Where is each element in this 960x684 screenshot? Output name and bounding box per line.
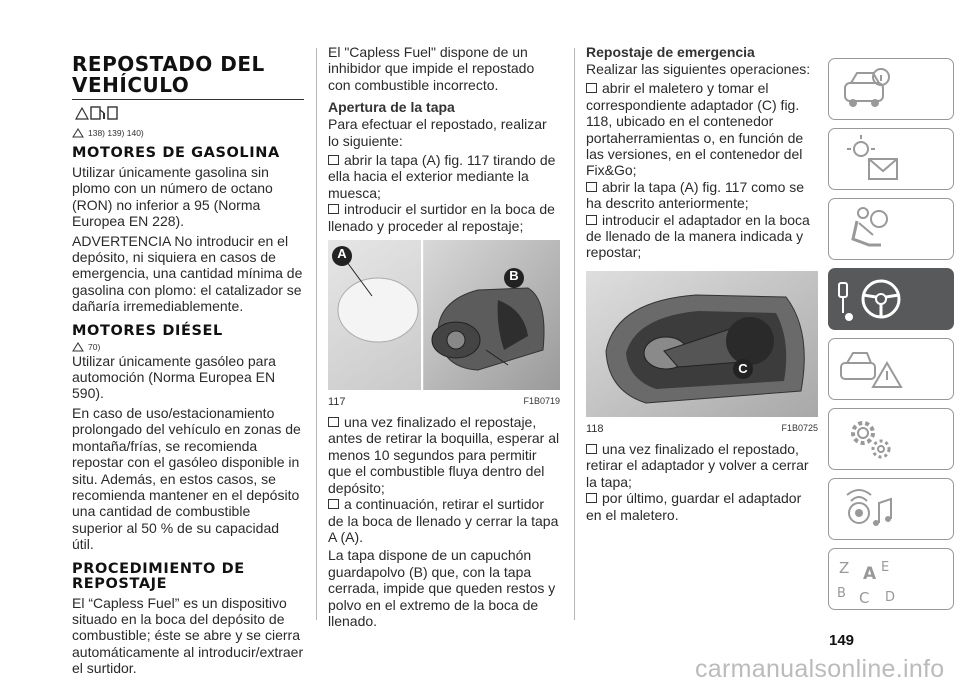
checkbox-bullet-icon [586, 182, 597, 192]
tab-vehicle-info[interactable] [828, 58, 954, 120]
page-number: 149 [829, 632, 855, 649]
fuel-flap-photo [328, 240, 560, 390]
fuel-warning-icon [72, 104, 304, 127]
tab-index[interactable] [828, 548, 954, 610]
list-item: introducir el surtidor en la boca de llenado y proceder al repostaje; [328, 201, 555, 234]
diesel-refs-text: 70) [88, 341, 101, 352]
diesel-paragraph-1: Utilizar únicamente gasóleo para automoción (Norma Europea EN 590). [72, 352, 276, 402]
list-item: una vez finalizado el repostaje, antes de retirar la boquilla, esperar al menos 10 segundos para permitir que el combustible fluya dentro del depósito; [328, 414, 560, 496]
opening-heading: Apertura de la tapa [328, 99, 455, 116]
figure-code: F1B0725 [781, 422, 818, 433]
caution-triangle-icon [72, 342, 84, 352]
checkbox-bullet-icon [586, 493, 597, 503]
checkbox-bullet-icon [328, 417, 339, 427]
column-middle [328, 44, 560, 632]
figure-label-a: A [337, 246, 347, 262]
emergency-heading: Repostaje de emergencia [586, 44, 755, 60]
list-item: abrir la tapa (A) fig. 117 tirando de ella hacia el exterior mediante la muesca; [328, 152, 556, 201]
adapter-photo [586, 271, 818, 417]
capless-intro: El "Capless Fuel" dispone de un inhibidor que impide el repostado con combustible incorrecto. [328, 44, 535, 93]
list-item: abrir la tapa (A) fig. 117 como se ha descrito anteriormente; [586, 178, 805, 212]
opening-intro: Para efectuar el repostado, realizar lo siguiente: [328, 116, 547, 149]
watermark: carmanualsonline.info [695, 655, 945, 683]
warning-refs-text: 138) 139) 140) [88, 128, 144, 138]
title-line-2: VEHÍCULO [72, 73, 190, 97]
tab-lights-warnings[interactable] [828, 128, 954, 190]
procedure-paragraph: El “Capless Fuel” es un dispositivo situado en la boca del depósito de combustible; éste se abre y se cierra automáticamente al introducir/extraer el surtidor. [72, 594, 304, 677]
seat-airbag-icon [829, 199, 955, 261]
svg-text:D: D [885, 590, 896, 605]
checkbox-bullet-icon [586, 444, 597, 454]
diesel-paragraph-2: En caso de uso/estacionamiento prolongado del vehículo en zonas de montaña/frías, se recomienda repostar con el gasóleo disponible in situ. Además, en estos casos, se recomienda mantener en el depósito una cantidad de combustible superior al 50 % de su capacidad útil. [72, 404, 301, 553]
svg-text:A: A [863, 564, 877, 584]
title-line-1: REPOSTADO DEL [72, 52, 265, 76]
alphabetical-index-icon [829, 549, 955, 611]
column-separator [316, 48, 317, 620]
list-item: por último, guardar el adaptador en el maletero. [586, 490, 802, 523]
emergency-intro: Realizar las siguientes operaciones: [586, 61, 811, 77]
column-right [586, 44, 818, 523]
breakdown-warning-icon [829, 339, 955, 401]
checkbox-bullet-icon [586, 83, 597, 93]
list-item: abrir el maletero y tomar el correspondiente adaptador (C) fig. 118, ubicado en el contenedor portaherramientas o, en función de las versiones, en el contenedor del Fix&Go; [586, 80, 804, 179]
checkbox-bullet-icon [586, 215, 597, 225]
svg-text:Z: Z [839, 559, 850, 577]
figure-117 [328, 240, 560, 408]
figure-number: 118 [586, 422, 604, 435]
figure-118 [586, 271, 818, 435]
warning-references [72, 128, 304, 138]
warning-triangle-icon [72, 128, 84, 138]
list-item: a continuación, retirar el surtidor de la boca de llenado y cerrar la tapa A (A). [328, 496, 559, 545]
diesel-references [72, 342, 304, 352]
figure-caption [328, 396, 560, 408]
lights-warning-icon [829, 129, 955, 191]
tab-safety[interactable] [828, 198, 954, 260]
closing-paragraph: La tapa dispone de un capuchón guardapolvo (B) que, con la tapa cerrada, impide que queden restos y polvo en el extremo de la boca de llenado. [328, 547, 556, 629]
figure-caption [586, 423, 818, 435]
tab-multimedia[interactable] [828, 478, 954, 540]
svg-text:B: B [837, 586, 846, 601]
checkbox-bullet-icon [328, 499, 339, 509]
maintenance-gear-icon [829, 409, 955, 471]
figure-number: 117 [328, 396, 346, 409]
svg-text:E: E [881, 560, 890, 575]
checkbox-bullet-icon [328, 204, 339, 214]
list-item: introducir el adaptador en la boca de llenado de la manera indicada y repostar; [586, 211, 810, 261]
gasoline-paragraph-2: ADVERTENCIA No introducir en el depósito, ni siquiera en casos de emergencia, una cantidad mínima de gasolina con plomo: el catalizador se dañaría irremediablemente. [72, 232, 303, 315]
procedure-heading-line-2: REPOSTAJE [72, 575, 168, 592]
figure-label-b: B [509, 268, 519, 284]
figure-label-c: C [738, 360, 748, 376]
gasoline-paragraph-1: Utilizar únicamente gasolina sin plomo con un número de octano (RON) no inferior a 95 (Norma Europea EN 228). [72, 164, 273, 230]
diesel-heading: MOTORES DIÉSEL [72, 322, 223, 339]
procedure-heading-line-1: PROCEDIMIENTO DE [72, 560, 245, 577]
gasoline-heading: MOTORES DE GASOLINA [72, 145, 280, 161]
checkbox-bullet-icon [328, 155, 339, 165]
column-separator [574, 48, 575, 620]
svg-text:C: C [859, 589, 870, 607]
section-title [72, 54, 304, 100]
multimedia-icon [829, 479, 955, 541]
tab-maintenance[interactable] [828, 408, 954, 470]
key-steering-icon [829, 269, 955, 331]
column-left [72, 44, 304, 680]
tab-emergency[interactable] [828, 338, 954, 400]
car-info-icon [829, 59, 955, 121]
figure-code: F1B0719 [523, 396, 560, 407]
tab-starting-driving[interactable] [828, 268, 954, 330]
list-item: una vez finalizado el repostado, retirar el adaptador y volver a cerrar la tapa; [586, 440, 809, 490]
